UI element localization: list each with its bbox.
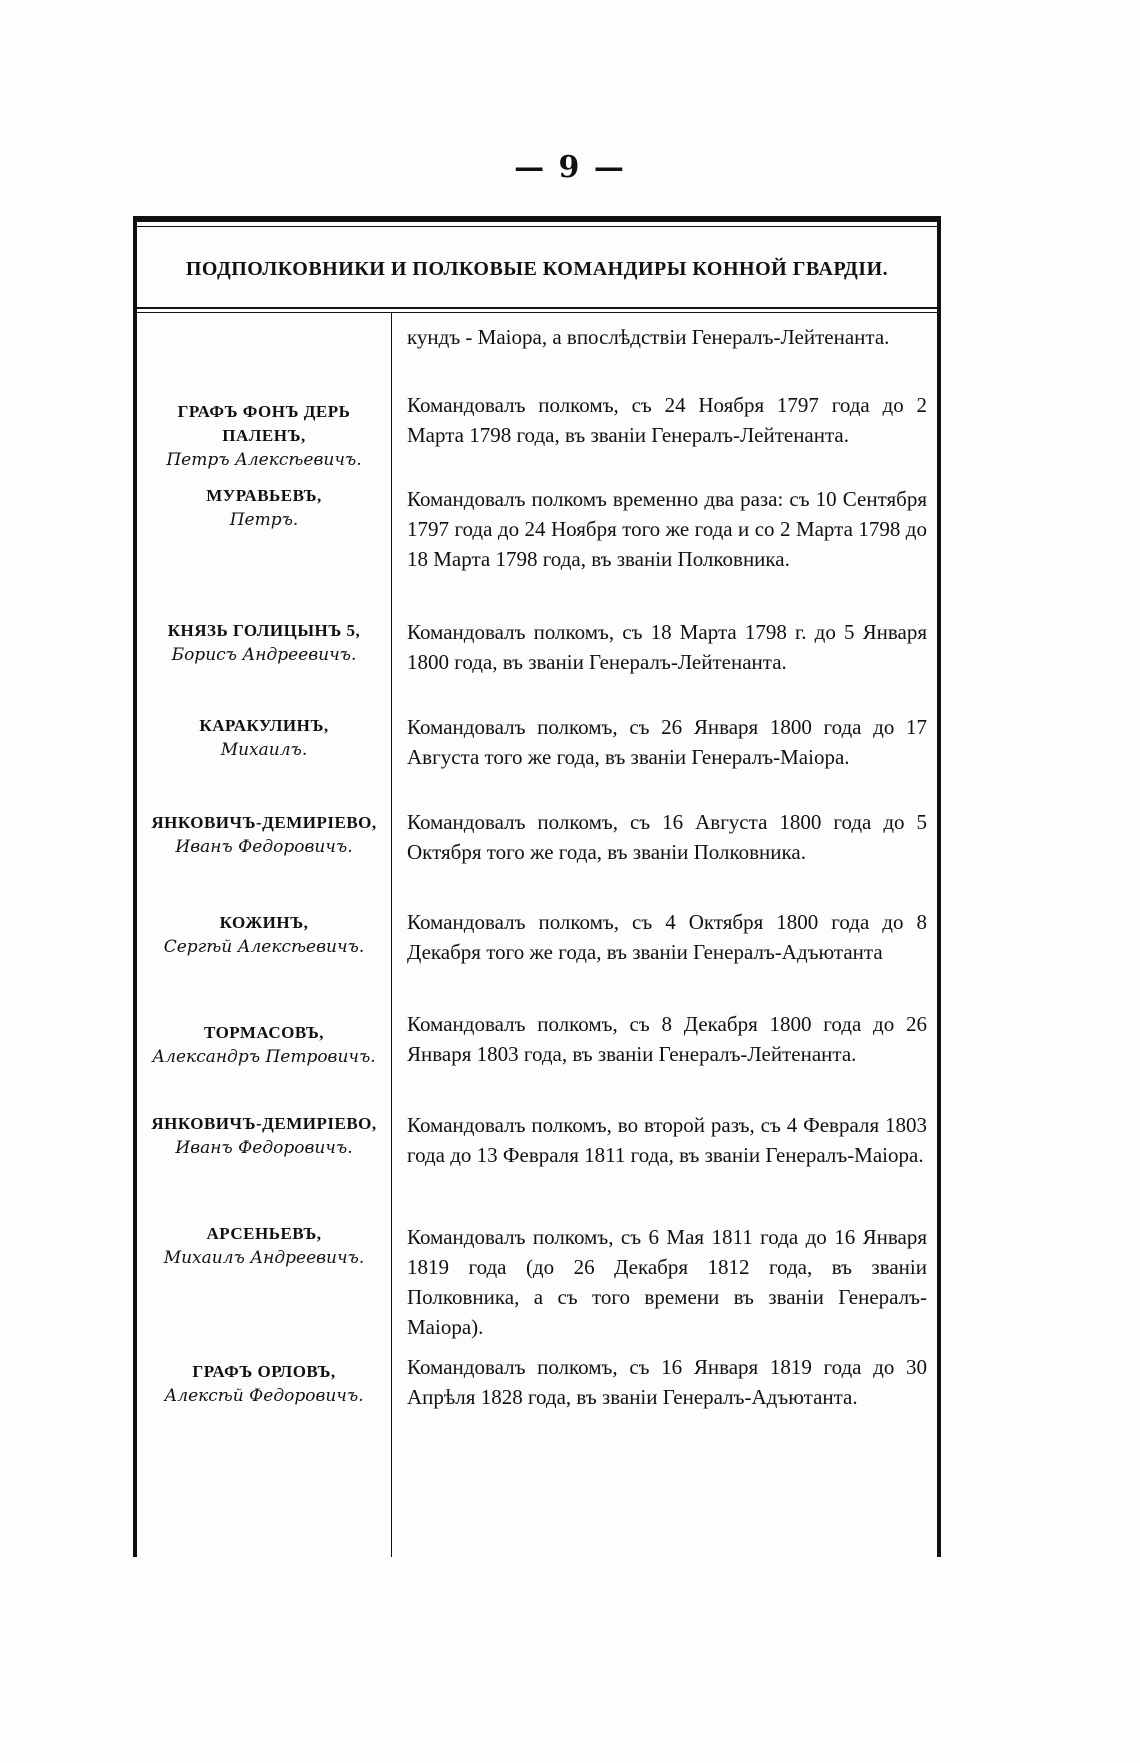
- service-text: Командовалъ полкомъ, съ 4 Октября 1800 года до 8 Декабря того же года, въ званіи Генералъ-Адъютанта: [407, 910, 927, 964]
- surname: ГРАФЪ ФОНЪ ДЕРЬ ПАЛЕНЪ,: [177, 402, 351, 445]
- name-cell: [137, 1222, 391, 1270]
- service-text: Командовалъ полкомъ временно два раза: съ 10 Сентября 1797 года до 24 Ноября того же года и со 2 Марта 1798 до 18 Марта 1798 года, въ званіи Полковника.: [407, 487, 927, 571]
- column-divider: [391, 312, 392, 1557]
- service-text: Командовалъ полкомъ, съ 16 Января 1819 года до 30 Апрѣля 1828 года, въ званіи Генералъ-Адъютанта.: [407, 1355, 927, 1409]
- service-text: Командовалъ полкомъ, съ 18 Марта 1798 г. до 5 Января 1800 года, въ званіи Генералъ-Лейтенанта.: [407, 620, 927, 674]
- given-name: Иванъ Федоровичъ.: [175, 837, 353, 857]
- given-name: Иванъ Федоровичъ.: [175, 1138, 353, 1158]
- given-name: Петръ.: [229, 510, 299, 530]
- surname: МУРАВЬЕВЪ,: [206, 486, 322, 505]
- given-name: Петръ Алексѣевичъ.: [166, 450, 362, 470]
- service-text: Командовалъ полкомъ, съ 6 Мая 1811 года до 16 Января 1819 года (до 26 Декабря 1812 года, въ званіи Полковника, а съ того времени въ званіи Генералъ-Маіора).: [407, 1225, 927, 1339]
- given-name: Борисъ Андреевичъ.: [171, 645, 357, 665]
- service-text: Командовалъ полкомъ, съ 8 Декабря 1800 года до 26 Января 1803 года, въ званіи Генералъ-Лейтенанта.: [407, 1012, 927, 1066]
- surname: ЯНКОВИЧЪ-ДЕМИРІЕВО,: [151, 813, 377, 832]
- name-cell: [137, 1360, 391, 1408]
- continuation-text: кундъ - Маіора, а впослѣдствіи Генералъ-Лейтенанта.: [407, 325, 890, 349]
- surname: ЯНКОВИЧЪ-ДЕМИРІЕВО,: [151, 1114, 377, 1133]
- header-rule: [137, 307, 937, 309]
- header-rule-thin: [137, 312, 937, 313]
- name-cell: [137, 811, 391, 859]
- given-name: Александръ Петровичъ.: [152, 1047, 376, 1067]
- surname: КОЖИНЪ,: [219, 913, 309, 932]
- name-cell: [137, 1112, 391, 1160]
- service-text: Командовалъ полкомъ, съ 26 Января 1800 года до 17 Августа того же года, въ званіи Генералъ-Маіора.: [407, 715, 927, 769]
- table-header: ПОДПОЛКОВНИКИ И ПОЛКОВЫЕ КОМАНДИРЫ КОННОЙ ГВАРДІИ.: [185, 258, 889, 280]
- given-name: Алексѣй Федоровичъ.: [164, 1386, 364, 1406]
- surname: ГРАФЪ ОРЛОВЪ,: [192, 1362, 336, 1381]
- surname: ТОРМАСОВЪ,: [203, 1023, 325, 1042]
- page-number: — 9 —: [514, 150, 626, 185]
- surname: КАРАКУЛИНЪ,: [199, 716, 329, 735]
- given-name: Михаилъ.: [220, 740, 308, 760]
- name-cell: [137, 1021, 391, 1069]
- name-cell: [137, 714, 391, 762]
- surname: КНЯЗЬ ГОЛИЦЫНЪ 5,: [167, 621, 361, 640]
- surname: АРСЕНЬЕВЪ,: [206, 1224, 322, 1243]
- name-cell: [137, 400, 391, 472]
- given-name: Сергѣй Алексѣевичъ.: [163, 937, 365, 957]
- name-cell: [137, 619, 391, 667]
- service-text: Командовалъ полкомъ, во второй разъ, съ 4 Февраля 1803 года до 13 Февраля 1811 года, въ званіи Генералъ-Маіора.: [407, 1113, 927, 1167]
- name-cell: [137, 484, 391, 532]
- service-text: Командовалъ полкомъ, съ 16 Августа 1800 года до 5 Октября того же года, въ званіи Полковника.: [407, 810, 927, 864]
- table-frame: [133, 216, 941, 1557]
- given-name: Михаилъ Андреевичъ.: [163, 1248, 365, 1268]
- name-cell: [137, 911, 391, 959]
- service-text: Командовалъ полкомъ, съ 24 Ноября 1797 года до 2 Марта 1798 года, въ званіи Генералъ-Лейтенанта.: [407, 393, 927, 447]
